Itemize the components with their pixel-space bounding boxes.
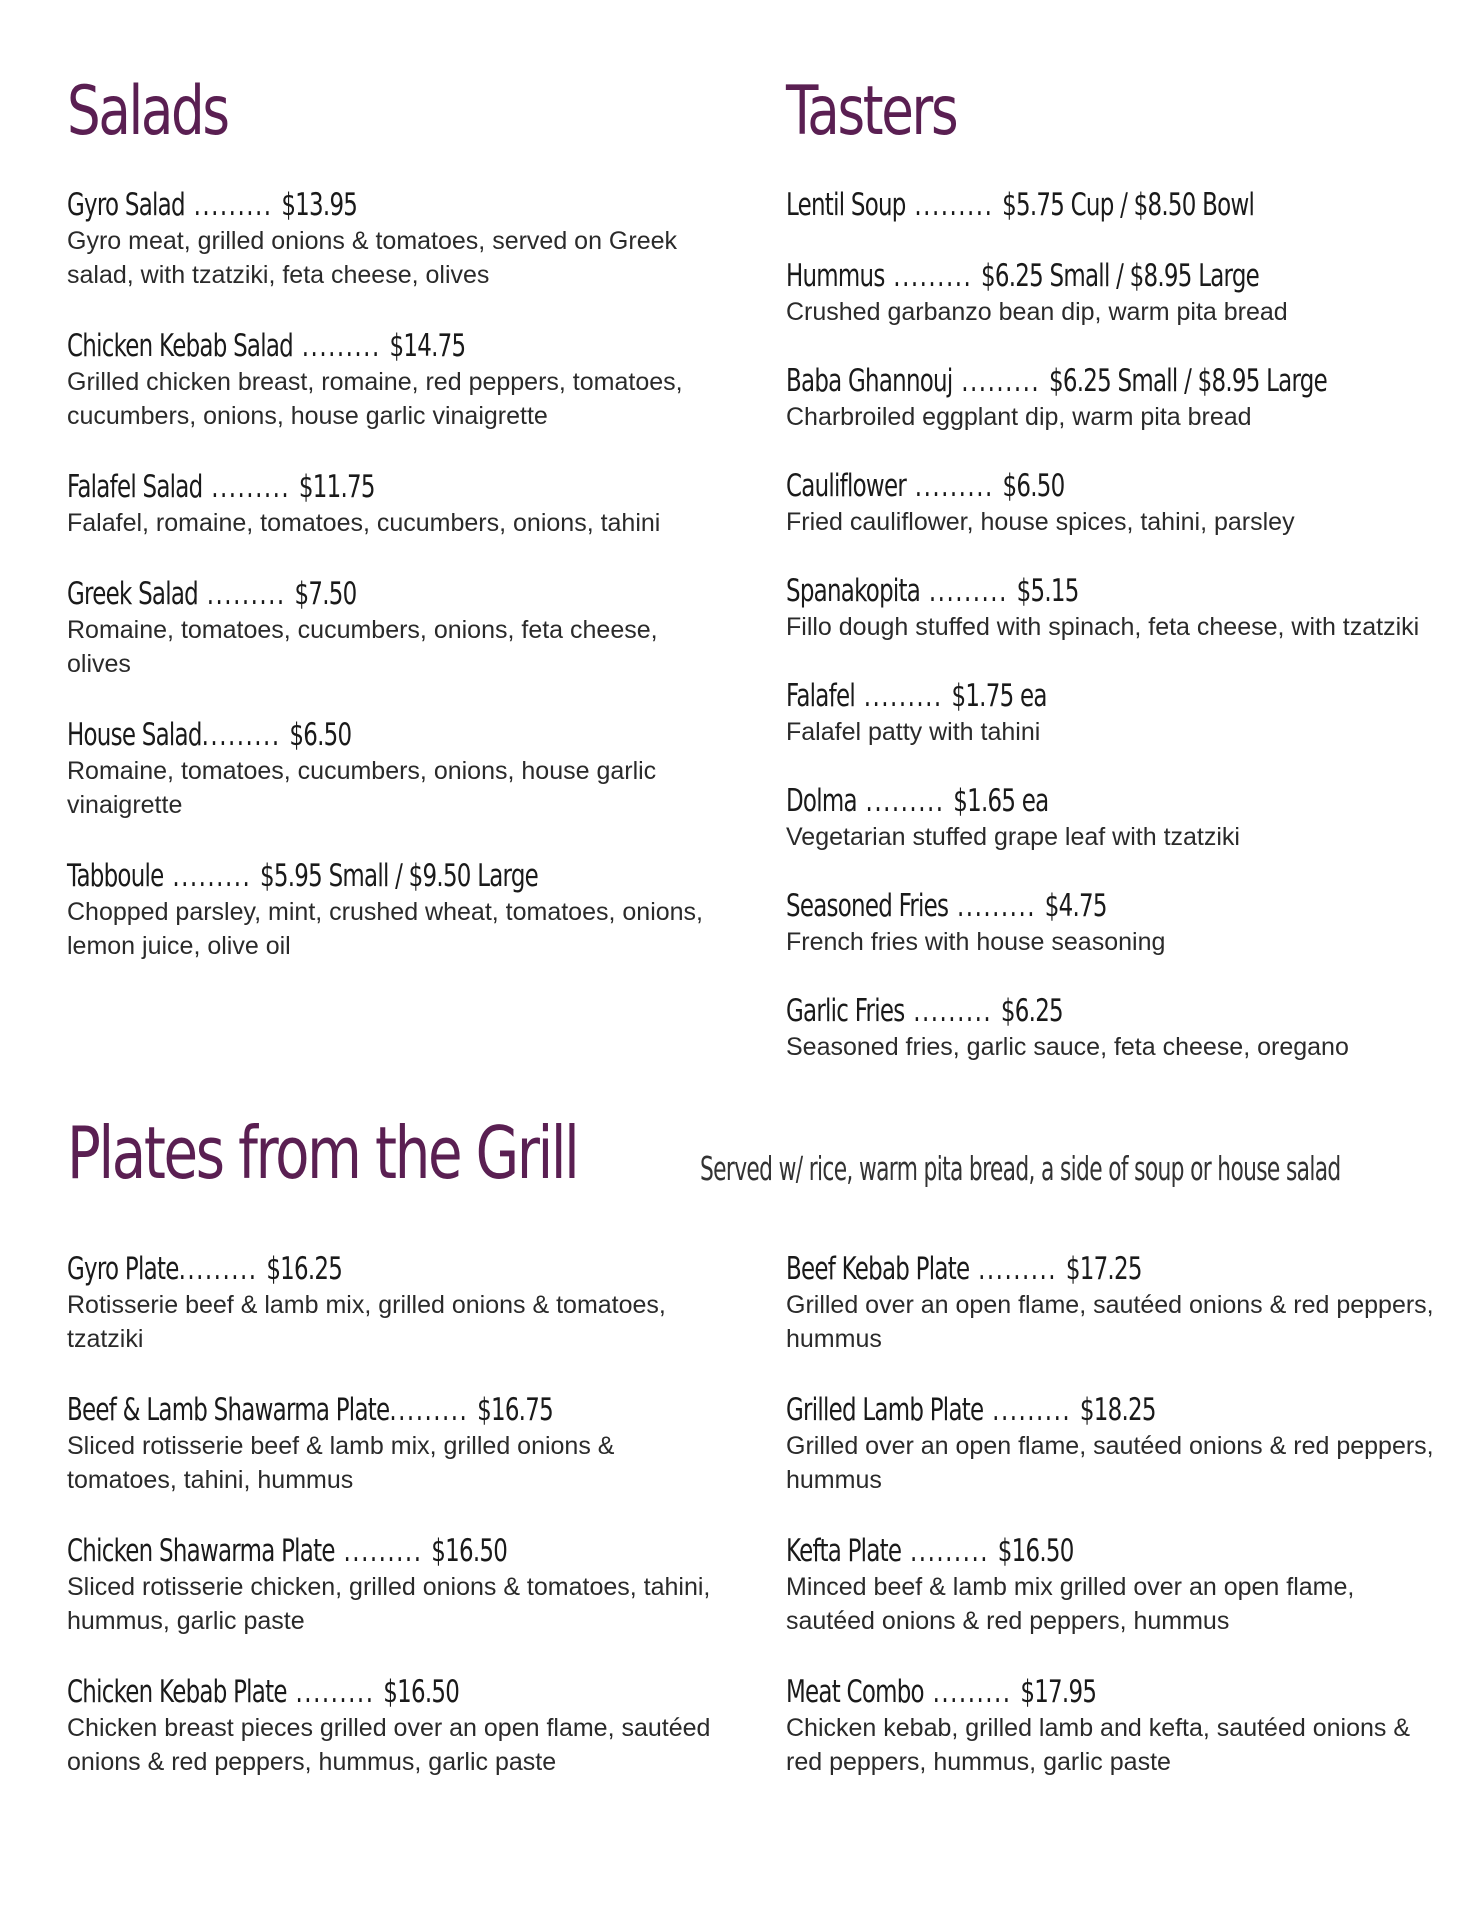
menu-item-price: $4.75	[1044, 888, 1107, 924]
menu-item	[786, 782, 1456, 854]
menu-item-leader-dots: .........	[202, 469, 299, 505]
menu-item	[786, 186, 1456, 224]
menu-item-description: Seasoned fries, garlic sauce, feta cheese, oregano	[786, 1033, 1349, 1061]
menu-item-name: Meat Combo	[786, 1674, 924, 1710]
menu-item-name: Chicken Kebab Salad	[67, 328, 294, 364]
menu-item-heading	[67, 1391, 563, 1429]
menu-item	[786, 1673, 1456, 1779]
menu-item	[67, 575, 737, 681]
menu-item-leader-dots: .........	[884, 258, 982, 294]
menu-item-description: Sliced rotisserie beef & lamb mix, grilled onions & tomatoes, tahini, hummus	[67, 1432, 615, 1494]
menu-item-leader-dots: .........	[286, 1674, 384, 1710]
menu-item-name: Seasoned Fries	[786, 888, 949, 924]
menu-item-name: Beef Kebab Plate	[786, 1251, 970, 1287]
menu-item-description: Crushed garbanzo bean dip, warm pita bread	[786, 298, 1288, 326]
menu-item-heading	[786, 186, 1282, 224]
menu-item-heading	[786, 362, 1327, 400]
menu-item	[786, 572, 1456, 644]
menu-item-heading	[786, 1250, 1282, 1288]
menu-item-heading	[67, 186, 563, 224]
tasters-list	[786, 186, 1456, 1097]
menu-item	[786, 257, 1456, 329]
menu-item-name: Hummus	[786, 258, 885, 294]
menu-item	[786, 362, 1456, 434]
menu-item	[67, 1532, 737, 1638]
menu-item-name: Gyro Plate	[67, 1251, 179, 1287]
menu-item-name: Baba Ghannouj	[786, 363, 953, 399]
menu-item-name: Chicken Kebab Plate	[67, 1674, 287, 1710]
menu-item-price: $5.15	[1016, 573, 1079, 609]
menu-item-name: Dolma	[786, 783, 857, 819]
tasters-heading: Tasters	[786, 72, 957, 151]
menu-item-leader-dots: .........	[163, 858, 261, 894]
menu-item-leader-dots: .........	[334, 1533, 432, 1569]
menu-item-name: Garlic Fries	[786, 993, 905, 1029]
menu-item-description: Grilled over an open flame, sautéed onions & red peppers, hummus	[786, 1291, 1434, 1353]
grill-served-note: Served w/ rice, warm pita bread, a side of soup or house salad	[700, 1149, 1341, 1188]
menu-item	[786, 467, 1456, 539]
menu-item-price: $14.75	[389, 328, 466, 364]
menu-item-name: Kefta Plate	[786, 1533, 902, 1569]
salads-list	[67, 186, 737, 998]
menu-item-heading	[67, 1532, 563, 1570]
menu-item-description: Chicken kebab, grilled lamb and kefta, sautéed onions & red peppers, hummus, garlic paste	[786, 1714, 1410, 1776]
menu-item-leader-dots: .........	[920, 573, 1017, 609]
menu-item-name: Spanakopita	[786, 573, 921, 609]
menu-item	[67, 716, 737, 822]
menu-item-heading	[786, 782, 1282, 820]
menu-item-name: Gyro Salad	[67, 187, 185, 223]
menu-item-leader-dots: .........	[969, 1251, 1066, 1287]
menu-item-heading	[786, 572, 1282, 610]
menu-item-leader-dots: .........	[923, 1674, 1021, 1710]
menu-item-leader-dots: .........	[904, 993, 1001, 1029]
salads-heading: Salads	[67, 72, 228, 151]
menu-item-price: $16.50	[431, 1533, 508, 1569]
menu-item-name: Falafel	[786, 678, 855, 714]
menu-item-heading	[67, 327, 563, 365]
menu-item-price: $16.50	[997, 1533, 1074, 1569]
menu-item-heading	[786, 1391, 1282, 1429]
menu-item-description: Fillo dough stuffed with spinach, feta cheese, with tzatziki	[786, 613, 1420, 641]
grill-list-right	[786, 1250, 1456, 1814]
menu-item-price: $17.95	[1020, 1674, 1097, 1710]
grill-list-left	[67, 1250, 737, 1814]
menu-item-description: Chopped parsley, mint, crushed wheat, tomatoes, onions, lemon juice, olive oil	[67, 898, 703, 960]
menu-item-price: $17.25	[1065, 1251, 1142, 1287]
menu-item-leader-dots: .........	[905, 187, 1003, 223]
menu-item-price: $16.25	[266, 1251, 343, 1287]
menu-item-price: $7.50	[294, 576, 357, 612]
menu-item	[786, 887, 1456, 959]
menu-item-leader-dots: .........	[948, 888, 1045, 924]
menu-item-description: Sliced rotisserie chicken, grilled onions & tomatoes, tahini, hummus, garlic paste	[67, 1573, 711, 1635]
menu-item-leader-dots: .........	[856, 783, 954, 819]
menu-item-price: $6.50	[289, 717, 352, 753]
menu-item	[786, 677, 1456, 749]
menu-item-heading	[786, 1532, 1282, 1570]
grill-heading: Plates from the Grill	[67, 1111, 578, 1195]
menu-item-price: $1.65 ea	[953, 783, 1049, 819]
menu-item-name: Beef & Lamb Shawarma Plate	[67, 1392, 390, 1428]
menu-item-price: $18.25	[1079, 1392, 1156, 1428]
menu-item	[67, 1250, 737, 1356]
menu-item-heading	[67, 1673, 563, 1711]
menu-item	[786, 1250, 1456, 1356]
menu-item	[786, 1391, 1456, 1497]
menu-item-leader-dots: .........	[201, 717, 290, 753]
menu-item-name: Lentil Soup	[786, 187, 906, 223]
menu-item-name: Grilled Lamb Plate	[786, 1392, 984, 1428]
menu-item	[67, 1391, 737, 1497]
menu-item-price: $13.95	[281, 187, 358, 223]
menu-item-name: Tabboule	[67, 858, 164, 894]
menu-item-price: $16.75	[477, 1392, 553, 1428]
menu-item-description: Romaine, tomatoes, cucumbers, onions, house garlic vinaigrette	[67, 757, 657, 819]
menu-item-description: Romaine, tomatoes, cucumbers, onions, feta cheese, olives	[67, 616, 658, 678]
menu-item-leader-dots: .........	[293, 328, 390, 364]
menu-item-description: Fried cauliflower, house spices, tahini, parsley	[786, 508, 1295, 536]
menu-item-leader-dots: .........	[184, 187, 282, 223]
menu-item-heading	[786, 467, 1282, 505]
menu-item-description: Gyro meat, grilled onions & tomatoes, served on Greek salad, with tzatziki, feta cheese, olives	[67, 227, 678, 289]
menu-item-heading	[786, 1673, 1282, 1711]
menu-item-name: Falafel Salad	[67, 469, 203, 505]
menu-item	[67, 857, 737, 963]
menu-item-name: Chicken Shawarma Plate	[67, 1533, 335, 1569]
menu-item-description: Falafel, romaine, tomatoes, cucumbers, onions, tahini	[67, 509, 661, 537]
menu-item-leader-dots: .........	[952, 363, 1049, 399]
menu-item-leader-dots: .........	[854, 678, 952, 714]
menu-item-heading	[786, 992, 1282, 1030]
menu-item-heading	[67, 857, 563, 895]
menu-item-price: $1.75 ea	[951, 678, 1047, 714]
menu-item-leader-dots: .........	[178, 1251, 267, 1287]
menu-item	[786, 992, 1456, 1064]
menu-item-description: Grilled over an open flame, sautéed onions & red peppers, hummus	[786, 1432, 1434, 1494]
menu-item	[786, 1532, 1456, 1638]
menu-item-price: $5.95 Small / $9.50 Large	[260, 858, 539, 894]
menu-item-description: Minced beef & lamb mix grilled over an open flame, sautéed onions & red peppers, hummus	[786, 1573, 1355, 1635]
menu-item-price: $6.50	[1002, 468, 1065, 504]
menu-item-leader-dots: .........	[901, 1533, 998, 1569]
menu-item-name: Cauliflower	[786, 468, 907, 504]
menu-item-heading	[67, 716, 563, 754]
menu-item	[67, 186, 737, 292]
menu-item-description: Chicken breast pieces grilled over an open flame, sautéed onions & red peppers, hummus, garlic paste	[67, 1714, 711, 1776]
menu-item-description: French fries with house seasoning	[786, 928, 1166, 956]
menu-item	[67, 1673, 737, 1779]
menu-item-price: $6.25 Small / $8.95 Large	[1048, 363, 1327, 399]
menu-item-name: House Salad	[67, 717, 202, 753]
menu-item-heading	[786, 887, 1282, 925]
menu-item-price: $6.25 Small / $8.95 Large	[981, 258, 1260, 294]
menu-item-heading	[67, 1250, 563, 1288]
menu-item-price: $6.25	[1000, 993, 1063, 1029]
menu-item-heading	[67, 575, 563, 613]
menu-item-leader-dots: .........	[906, 468, 1003, 504]
menu-item-leader-dots: .........	[197, 576, 295, 612]
menu-item-price: $5.75 Cup / $8.50 Bowl	[1002, 187, 1255, 223]
menu-item-description: Rotisserie beef & lamb mix, grilled onions & tomatoes, tzatziki	[67, 1291, 666, 1353]
menu-item-description: Vegetarian stuffed grape leaf with tzatziki	[786, 823, 1240, 851]
menu-item-price: $16.50	[383, 1674, 460, 1710]
menu-item-name: Greek Salad	[67, 576, 198, 612]
menu-item-description: Falafel patty with tahini	[786, 718, 1041, 746]
menu-item-description: Charbroiled eggplant dip, warm pita bread	[786, 403, 1252, 431]
menu-item-heading	[786, 257, 1282, 295]
menu-item-heading	[67, 468, 563, 506]
menu-item-leader-dots: .........	[389, 1392, 478, 1428]
menu-item-heading	[786, 677, 1282, 715]
menu-item	[67, 468, 737, 540]
menu-item-leader-dots: .........	[983, 1392, 1080, 1428]
menu-item	[67, 327, 737, 433]
menu-item-price: $11.75	[298, 469, 375, 505]
menu-item-description: Grilled chicken breast, romaine, red peppers, tomatoes, cucumbers, onions, house garlic vinaigrette	[67, 368, 683, 430]
